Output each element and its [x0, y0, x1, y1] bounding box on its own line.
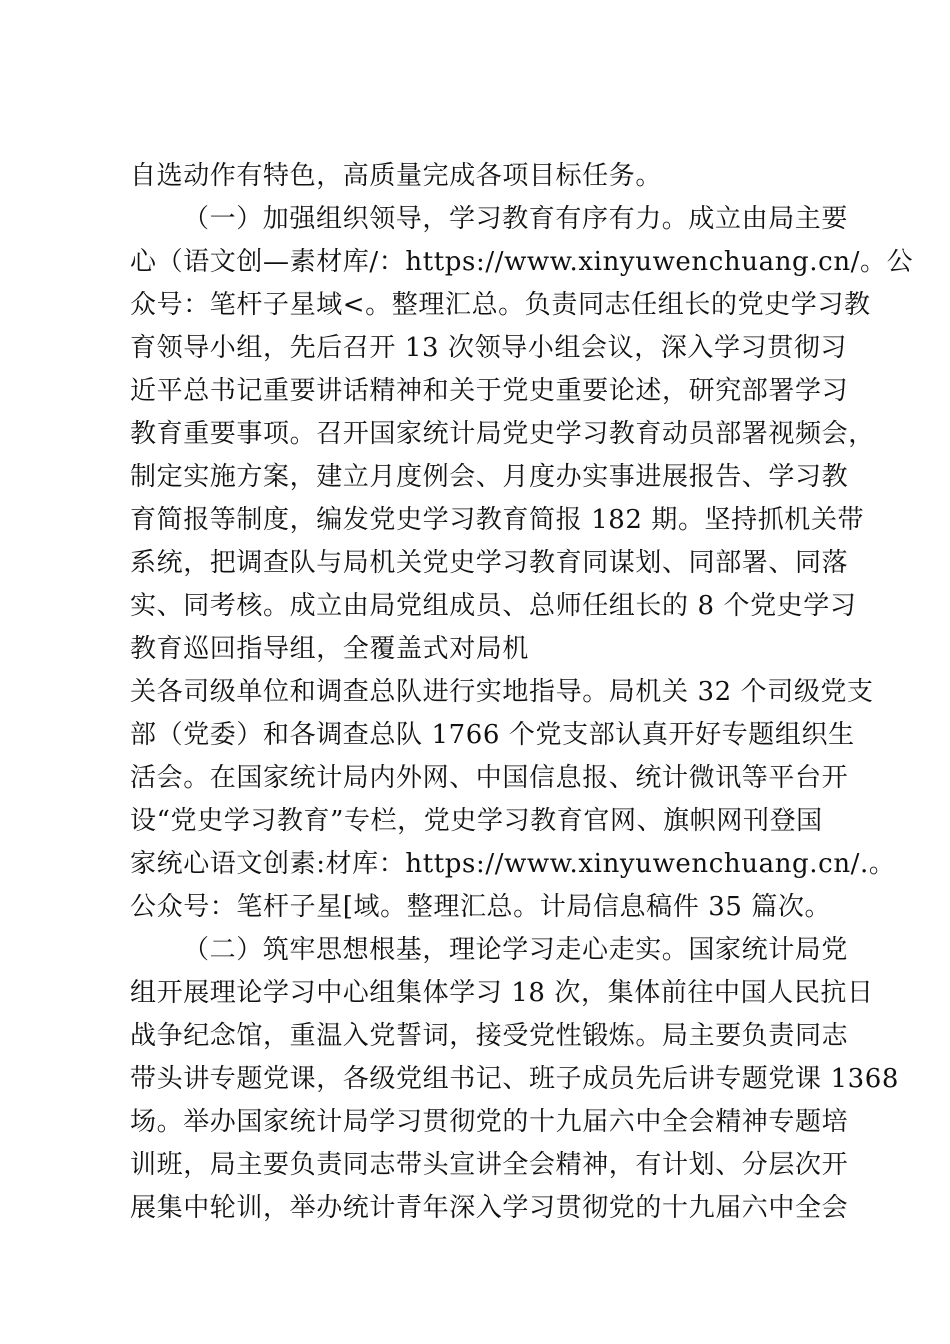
section-heading-2: （二）筑牢思想根基，理论学习走心走实。国家统计局党 — [183, 935, 849, 965]
text-line: 育领导小组，先后召开 13 次领导小组会议，深入学习贯彻习 — [130, 333, 848, 363]
text-line: 训班，局主要负责同志带头宣讲全会精神，有计划、分层次开 — [130, 1150, 849, 1180]
text-line: 设“党史学习教育”专栏，党史学习教育官网、旗帜网刊登国 — [130, 806, 823, 836]
section-heading-1: （一）加强组织领导，学习教育有序有力。成立由局主要 — [183, 204, 849, 234]
text-line: 公众号：笔杆子星[域。整理汇总。计局信息稿件 35 篇次。 — [130, 892, 832, 922]
text-line: 实、同考核。成立由局党组成员、总师任组长的 8 个党史学习 — [130, 591, 857, 621]
text-line: 展集中轮训，举办统计青年深入学习贯彻党的十九届六中全会 — [130, 1193, 849, 1223]
text-line: 带头讲专题党课，各级党组书记、班子成员先后讲专题党课 1368 — [130, 1064, 900, 1094]
text-line: 战争纪念馆，重温入党誓词，接受党性锻炼。局主要负责同志 — [130, 1021, 849, 1051]
text-line: 心（语文创—素材库/：https://www.xinyuwenchuang.cn/。公 — [130, 247, 914, 277]
text-line: 制定实施方案，建立月度例会、月度办实事进展报告、学习教 — [130, 462, 849, 492]
text-line: 组开展理论学习中心组集体学习 18 次，集体前往中国人民抗日 — [130, 978, 874, 1008]
text-line: 关各司级单位和调查总队进行实地指导。局机关 32 个司级党支 — [130, 677, 874, 707]
text-line: 教育重要事项。召开国家统计局党史学习教育动员部署视频会， — [130, 419, 875, 449]
text-line: 育简报等制度，编发党史学习教育简报 182 期。坚持抓机关带 — [130, 505, 865, 535]
text-line: 自选动作有特色，高质量完成各项目标任务。 — [130, 161, 663, 191]
text-line: 系统，把调查队与局机关党史学习教育同谋划、同部署、同落 — [130, 548, 849, 578]
text-line: 场。举办国家统计局学习贯彻党的十九届六中全会精神专题培 — [130, 1107, 849, 1137]
text-line: 教育巡回指导组，全覆盖式对局机 — [130, 634, 530, 664]
text-line: 众号：笔杆子星域<。整理汇总。负责同志任组长的党史学习教 — [130, 290, 871, 320]
text-line: 部（党委）和各调查总队 1766 个党支部认真开好专题组织生 — [130, 720, 855, 750]
text-line: 家统心语文创素:材库：https://www.xinyuwenchuang.cn/.。 — [130, 849, 896, 879]
text-line: 活会。在国家统计局内外网、中国信息报、统计微讯等平台开 — [130, 763, 849, 793]
text-line: 近平总书记重要讲话精神和关于党史重要论述，研究部署学习 — [130, 376, 849, 406]
